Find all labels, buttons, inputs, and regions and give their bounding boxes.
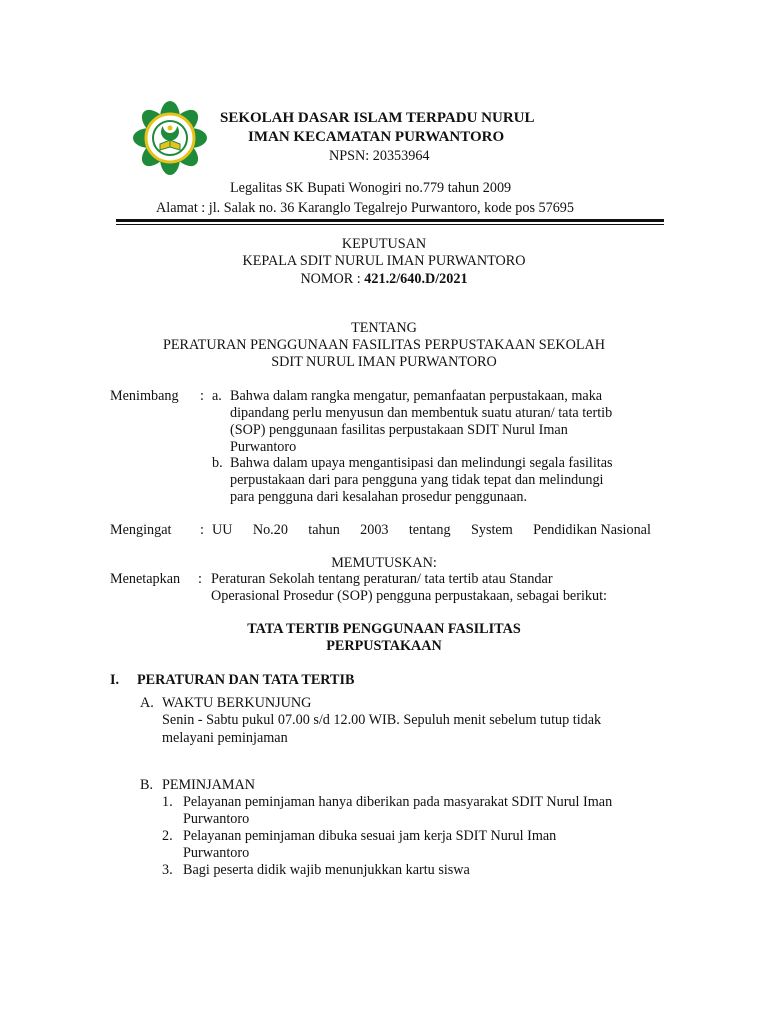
rules-title-line1: TATA TERTIB PENGGUNAAN FASILITAS (247, 621, 521, 637)
school-logo (132, 100, 208, 176)
remembering-colon: : (200, 522, 204, 538)
considering-a-line: (SOP) penggunaan fasilitas perpustakaan SDIT Nurul Iman (230, 422, 568, 438)
school-name-line2: IMAN KECAMATAN PURWANTORO (248, 129, 505, 145)
considering-label: Menimbang (110, 388, 179, 404)
remembering-word: UU (212, 522, 233, 538)
list-item-marker: 1. (162, 794, 173, 810)
list-item-line: Bagi peserta didik wajib menunjukkan kartu siswa (183, 862, 470, 878)
establish-line: Peraturan Sekolah tentang peraturan/ tata tertib atau Standar (211, 571, 553, 587)
considering-b-marker: b. (212, 455, 223, 471)
considering-b-line: Bahwa dalam upaya mengantisipasi dan melindungi segala fasilitas (230, 455, 613, 471)
section1-a-line: melayani peminjaman (162, 730, 288, 746)
list-item-line: Purwantoro (183, 845, 250, 861)
remembering-label: Mengingat (110, 522, 172, 538)
list-item-line: Pelayanan peminjaman hanya diberikan pada masyarakat SDIT Nurul Iman (183, 794, 613, 810)
npsn: NPSN: 20353964 (329, 148, 430, 164)
decision-number (0, 271, 768, 288)
decision-number-label: NOMOR : (300, 271, 365, 287)
decision-number-value: 421.2/640.D/2021 (364, 271, 468, 287)
considering-a-marker: a. (212, 388, 222, 404)
decision-subtitle: KEPALA SDIT NURUL IMAN PURWANTORO (242, 253, 526, 269)
decision-title: KEPUTUSAN (341, 236, 427, 252)
remembering-word: No.20 (252, 522, 288, 538)
remembering-text (212, 522, 651, 539)
considering-b-line: perpustakaan dari para pengguna yang tidak tepat dan melindungi (230, 472, 604, 488)
section1-a-line: Senin - Sabtu pukul 07.00 s/d 12.00 WIB. Sepuluh menit sebelum tutup tidak (162, 712, 602, 728)
school-name-line1: SEKOLAH DASAR ISLAM TERPADU NURUL (220, 110, 535, 126)
remembering-word: System (470, 522, 513, 538)
deciding-label: MEMUTUSKAN: (331, 555, 437, 571)
header-divider (116, 219, 664, 222)
about-line1: PERATURAN PENGGUNAAN FASILITAS PERPUSTAKAAN SEKOLAH (162, 337, 606, 353)
remembering-word: tentang (408, 522, 451, 538)
considering-a-line: dipandang perlu menyusun dan membentuk suatu aturan/ tata tertib (230, 405, 613, 421)
list-item-line: Pelayanan peminjaman dibuka sesuai jam kerja SDIT Nurul Iman (183, 828, 557, 844)
section1-a-title: WAKTU BERKUNJUNG (162, 695, 312, 711)
about-label: TENTANG (351, 320, 417, 336)
rules-title-line2: PERPUSTAKAAN (326, 638, 442, 654)
considering-a-line: Bahwa dalam rangka mengatur, pemanfaatan perpustakaan, maka (230, 388, 603, 404)
header-divider-thin (116, 224, 664, 225)
remembering-word: tahun (308, 522, 340, 538)
section1-title: PERATURAN DAN TATA TERTIB (137, 672, 355, 688)
establish-label: Menetapkan (110, 571, 181, 587)
considering-colon: : (200, 388, 204, 404)
legal-statement: Legalitas SK Bupati Wonogiri no.779 tahun 2009 (230, 180, 512, 196)
list-item-line: Purwantoro (183, 811, 250, 827)
section1-b-title: PEMINJAMAN (162, 777, 256, 793)
establish-line: Operasional Prosedur (SOP) pengguna perpustakaan, sebagai berikut: (211, 588, 607, 604)
considering-b-line: para pengguna dari kesalahan prosedur penggunaan. (230, 489, 528, 505)
establish-colon: : (198, 571, 202, 587)
section1-a-marker: A. (140, 695, 154, 711)
section1-b-marker: B. (140, 777, 154, 793)
address: Alamat : jl. Salak no. 36 Karanglo Tegalrejo Purwantoro, kode pos 57695 (156, 200, 574, 216)
star-icon (168, 126, 173, 131)
remembering-word: Pendidikan Nasional (533, 522, 651, 538)
list-item-marker: 3. (162, 862, 173, 878)
section1-marker: I. (110, 672, 120, 688)
remembering-word: 2003 (360, 522, 389, 538)
list-item-marker: 2. (162, 828, 173, 844)
considering-a-line: Purwantoro (230, 439, 297, 455)
about-line2: SDIT NURUL IMAN PURWANTORO (271, 354, 497, 370)
